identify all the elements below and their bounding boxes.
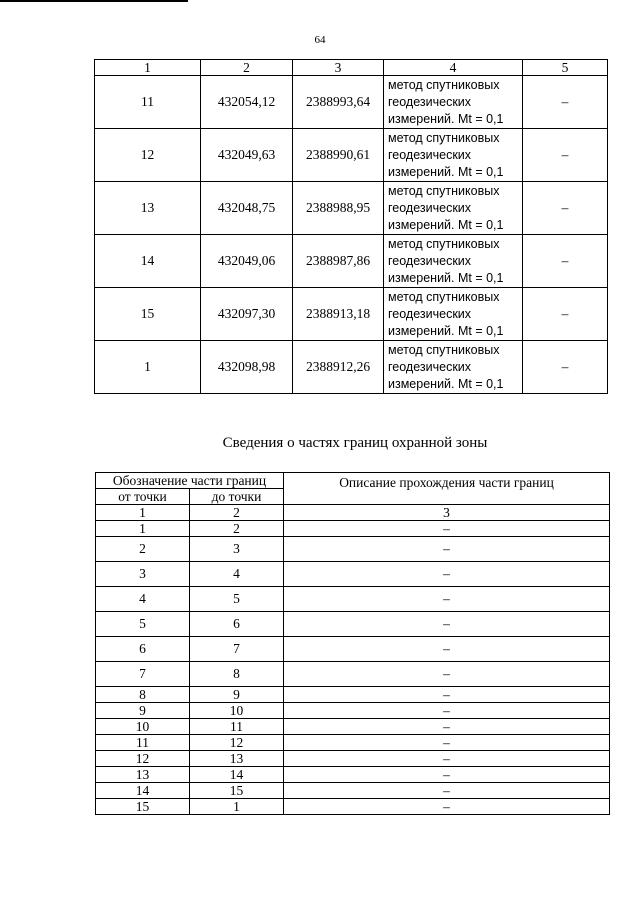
y-coordinate-cell: 2388990,61 (293, 129, 384, 182)
y-coordinate-cell: 2388993,64 (293, 76, 384, 129)
method-text-line: измерений. Mt = 0,1 (388, 376, 504, 391)
note-cell: – (523, 235, 608, 288)
to-point-cell: 5 (190, 587, 284, 612)
column-number-cell: 3 (284, 505, 610, 521)
boundary-part-row (96, 587, 610, 612)
from-point-cell: 15 (96, 799, 190, 815)
description-cell: – (284, 662, 610, 687)
method-text-line: геодезических (388, 200, 472, 215)
description-cell: – (284, 703, 610, 719)
boundary-part-row (96, 687, 610, 703)
note-cell: – (523, 341, 608, 394)
y-coordinate-cell: 2388913,18 (293, 288, 384, 341)
method-text-line: геодезических (388, 359, 472, 374)
to-point-cell: 12 (190, 735, 284, 751)
from-point-cell: 6 (96, 637, 190, 662)
boundary-part-row (96, 662, 610, 687)
note-cell: – (523, 288, 608, 341)
method-cell (384, 235, 523, 288)
description-cell: – (284, 751, 610, 767)
description-cell: – (284, 521, 610, 537)
description-cell: – (284, 612, 610, 637)
y-coordinate-cell: 2388912,26 (293, 341, 384, 394)
description-cell: – (284, 735, 610, 751)
coordinate-row (95, 341, 608, 394)
point-number-cell: 15 (95, 288, 201, 341)
column-number-cell: 3 (293, 60, 384, 76)
point-number-cell: 12 (95, 129, 201, 182)
description-cell: – (284, 719, 610, 735)
coordinates-header-row (95, 60, 608, 76)
from-point-cell: 7 (96, 662, 190, 687)
parts-header-row (96, 473, 610, 489)
x-coordinate-cell: 432098,98 (201, 341, 293, 394)
boundary-part-row (96, 719, 610, 735)
boundary-part-row (96, 735, 610, 751)
note-cell: – (523, 76, 608, 129)
coordinate-row (95, 76, 608, 129)
to-point-cell: 2 (190, 521, 284, 537)
description-cell: – (284, 537, 610, 562)
coordinate-row (95, 235, 608, 288)
description-cell: – (284, 783, 610, 799)
boundary-part-row (96, 637, 610, 662)
header-from-cell: от точки (96, 489, 190, 505)
y-coordinate-cell: 2388988,95 (293, 182, 384, 235)
top-rule (0, 0, 188, 2)
method-text-line: измерений. Mt = 0,1 (388, 217, 504, 232)
method-text-line: измерений. Mt = 0,1 (388, 164, 504, 179)
coordinates-table (94, 59, 608, 394)
x-coordinate-cell: 432097,30 (201, 288, 293, 341)
column-number-cell: 5 (523, 60, 608, 76)
from-point-cell: 13 (96, 767, 190, 783)
to-point-cell: 1 (190, 799, 284, 815)
boundary-part-row (96, 783, 610, 799)
method-text-line: измерений. Mt = 0,1 (388, 270, 504, 285)
method-cell (384, 76, 523, 129)
to-point-cell: 11 (190, 719, 284, 735)
from-point-cell: 1 (96, 521, 190, 537)
from-point-cell: 14 (96, 783, 190, 799)
from-point-cell: 9 (96, 703, 190, 719)
method-text-line: метод спутниковых (388, 77, 500, 92)
method-text-line: метод спутниковых (388, 183, 500, 198)
point-number-cell: 1 (95, 341, 201, 394)
to-point-cell: 7 (190, 637, 284, 662)
method-text-line: метод спутниковых (388, 236, 500, 251)
coordinate-row (95, 129, 608, 182)
to-point-cell: 6 (190, 612, 284, 637)
description-cell: – (284, 799, 610, 815)
point-number-cell: 13 (95, 182, 201, 235)
point-number-cell: 14 (95, 235, 201, 288)
method-text-line: геодезических (388, 253, 472, 268)
header-group-cell: Обозначение части границ (96, 473, 284, 489)
coordinate-row (95, 182, 608, 235)
method-cell (384, 288, 523, 341)
boundary-part-row (96, 703, 610, 719)
to-point-cell: 10 (190, 703, 284, 719)
description-cell: – (284, 687, 610, 703)
to-point-cell: 3 (190, 537, 284, 562)
description-cell: – (284, 637, 610, 662)
note-cell: – (523, 182, 608, 235)
column-number-cell: 4 (384, 60, 523, 76)
coordinate-row (95, 288, 608, 341)
y-coordinate-cell: 2388987,86 (293, 235, 384, 288)
method-cell (384, 129, 523, 182)
from-point-cell: 12 (96, 751, 190, 767)
method-text-line: измерений. Mt = 0,1 (388, 323, 504, 338)
from-point-cell: 4 (96, 587, 190, 612)
from-point-cell: 8 (96, 687, 190, 703)
boundary-part-row (96, 521, 610, 537)
column-number-cell: 1 (95, 60, 201, 76)
page-number: 64 (314, 34, 326, 46)
x-coordinate-cell: 432049,63 (201, 129, 293, 182)
from-point-cell: 5 (96, 612, 190, 637)
column-number-cell: 1 (96, 505, 190, 521)
method-text-line: измерений. Mt = 0,1 (388, 111, 504, 126)
x-coordinate-cell: 432054,12 (201, 76, 293, 129)
to-point-cell: 13 (190, 751, 284, 767)
parts-number-row (96, 505, 610, 521)
to-point-cell: 14 (190, 767, 284, 783)
description-cell: – (284, 587, 610, 612)
method-text-line: метод спутниковых (388, 289, 500, 304)
method-cell (384, 341, 523, 394)
to-point-cell: 9 (190, 687, 284, 703)
column-number-cell: 2 (201, 60, 293, 76)
section-caption: Сведения о частях границ охранной зоны (222, 435, 488, 451)
point-number-cell: 11 (95, 76, 201, 129)
note-cell: – (523, 129, 608, 182)
to-point-cell: 15 (190, 783, 284, 799)
method-cell (384, 182, 523, 235)
method-text-line: метод спутниковых (388, 130, 500, 145)
from-point-cell: 3 (96, 562, 190, 587)
method-text-line: геодезических (388, 147, 472, 162)
description-cell: – (284, 562, 610, 587)
method-text-line: метод спутниковых (388, 342, 500, 357)
x-coordinate-cell: 432049,06 (201, 235, 293, 288)
method-text-line: геодезических (388, 306, 472, 321)
boundary-part-row (96, 767, 610, 783)
column-number-cell: 2 (190, 505, 284, 521)
method-text-line: геодезических (388, 94, 472, 109)
boundary-part-row (96, 612, 610, 637)
boundary-parts-table (95, 472, 610, 815)
to-point-cell: 8 (190, 662, 284, 687)
from-point-cell: 11 (96, 735, 190, 751)
header-to-cell: до точки (190, 489, 284, 505)
from-point-cell: 10 (96, 719, 190, 735)
boundary-part-row (96, 537, 610, 562)
boundary-part-row (96, 751, 610, 767)
boundary-part-row (96, 799, 610, 815)
x-coordinate-cell: 432048,75 (201, 182, 293, 235)
header-description-cell: Описание прохождения части границ (284, 473, 610, 505)
description-cell: – (284, 767, 610, 783)
boundary-part-row (96, 562, 610, 587)
from-point-cell: 2 (96, 537, 190, 562)
to-point-cell: 4 (190, 562, 284, 587)
